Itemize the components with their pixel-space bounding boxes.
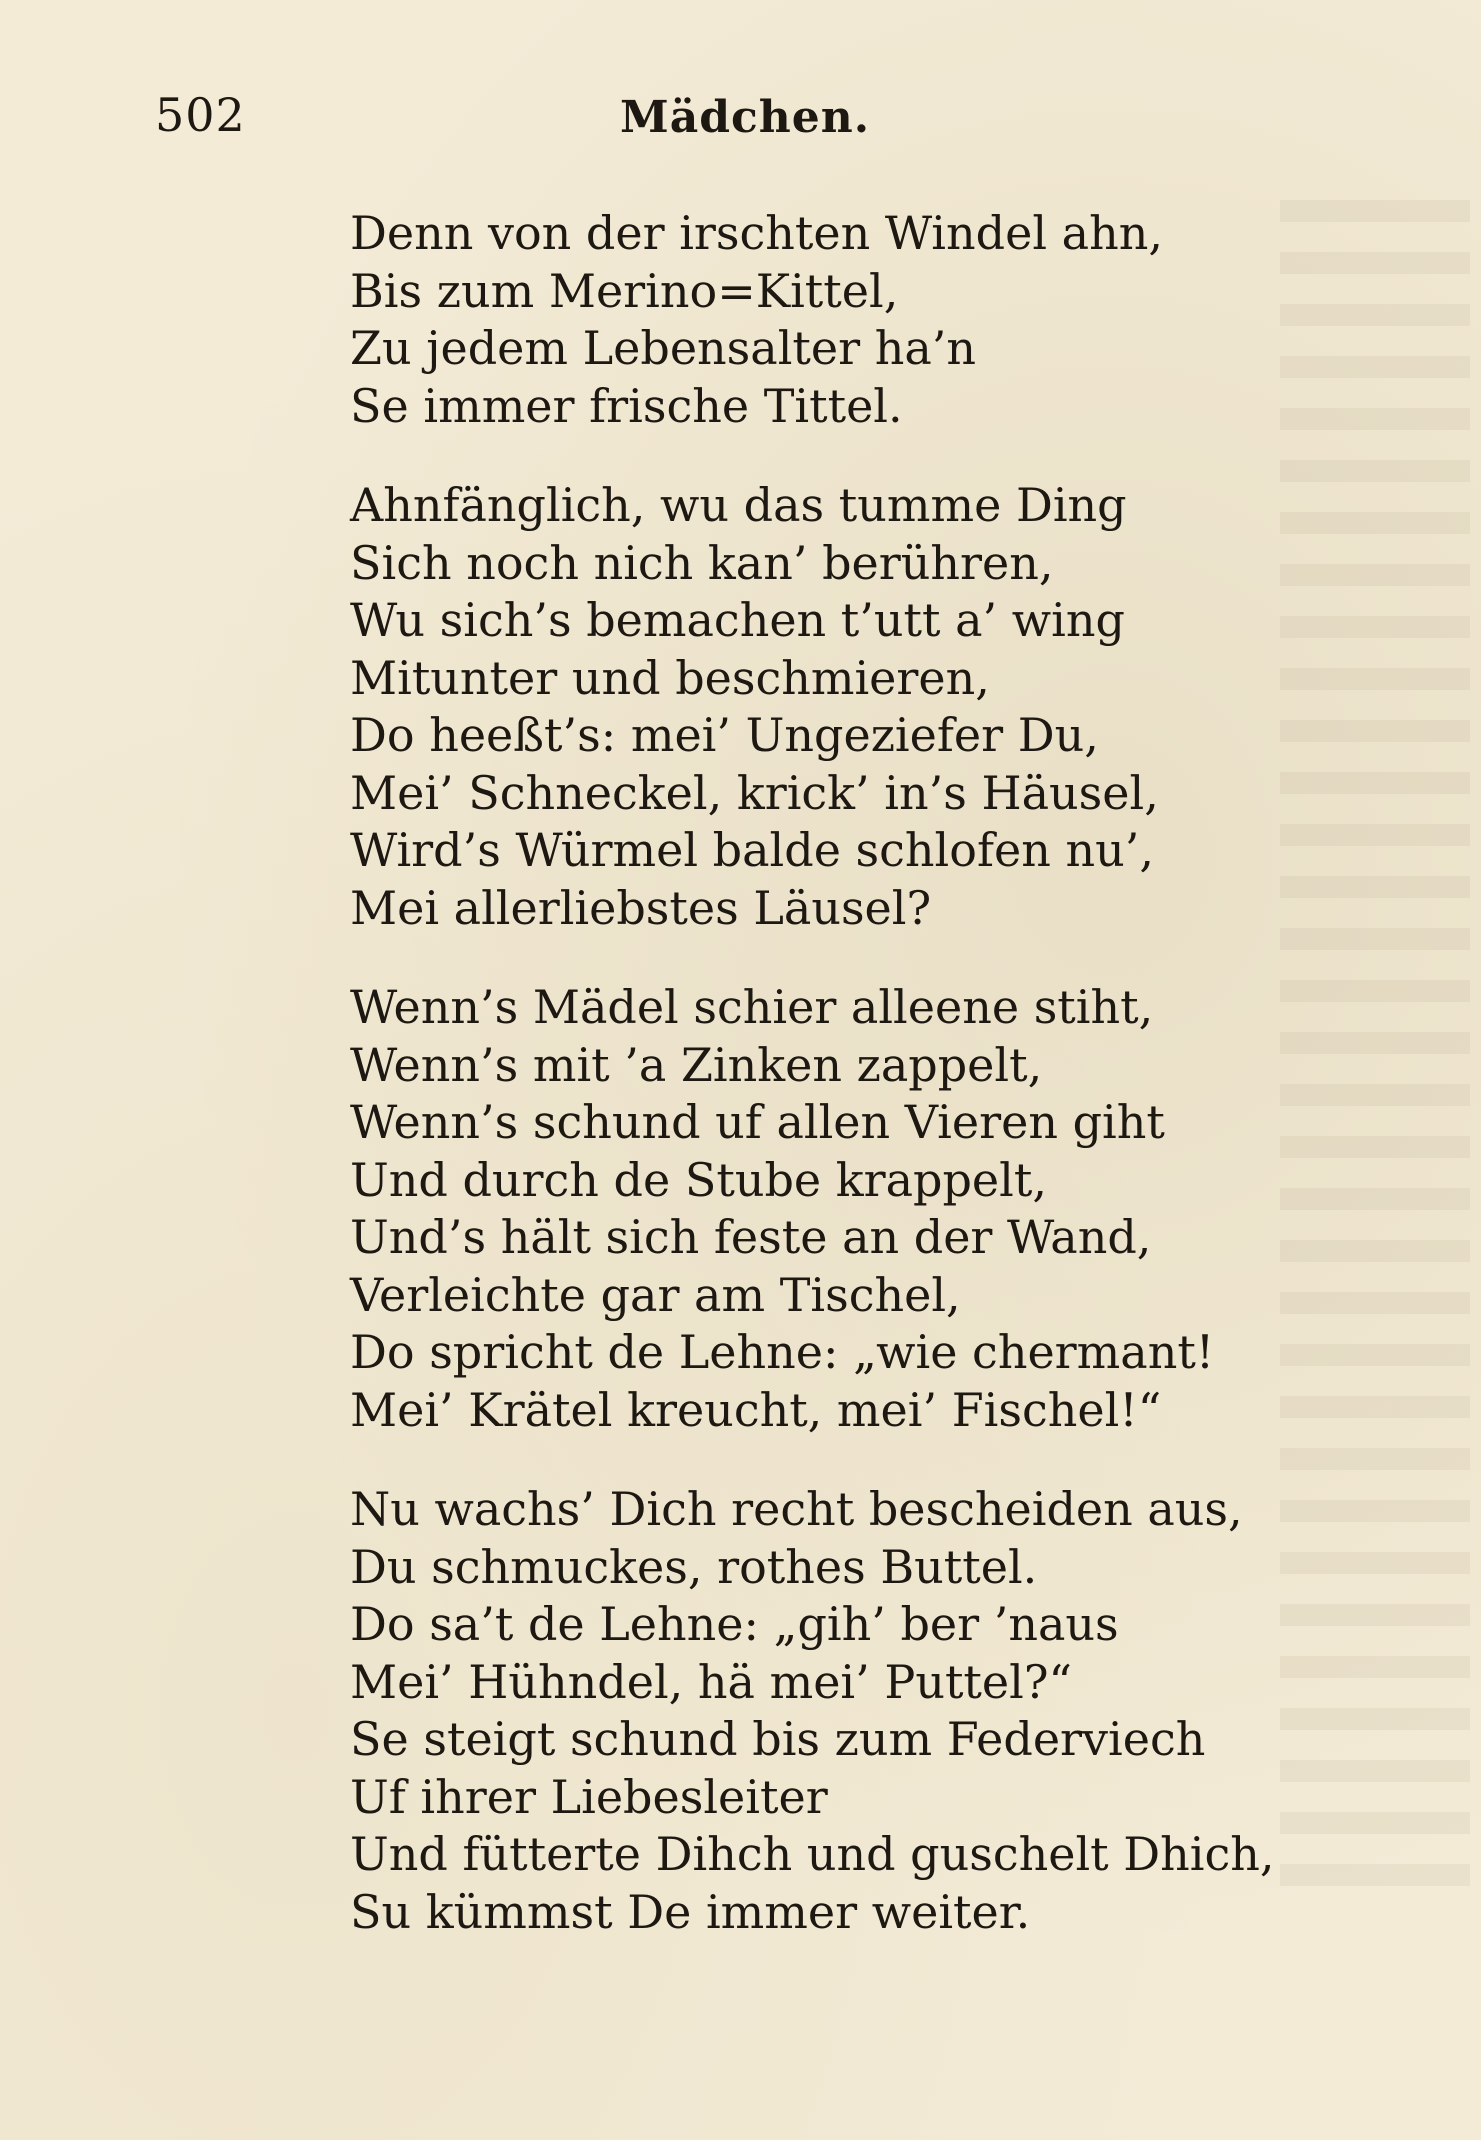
verse-line: Mei allerliebstes Läusel? <box>350 880 932 935</box>
verse-line: Du schmuckes, rothes Buttel. <box>350 1539 1038 1594</box>
verse-line: Se steigt schund bis zum Federviech <box>350 1712 1206 1766</box>
verse-line: Bis zum Merino=Kittel, <box>350 263 899 318</box>
page-number: 502 <box>155 88 246 142</box>
stanza-2 <box>350 477 1230 937</box>
verse-line: Mei’ Krätel kreucht, mei’ Fischel!“ <box>350 1382 1162 1437</box>
stanza-3 <box>350 979 1230 1439</box>
verse-line: Se immer frische Tittel. <box>350 378 903 433</box>
verse-line: Und fütterte Dihch und guschelt Dhich, <box>350 1827 1275 1881</box>
verse-line: Uf ihrer Liebesleiter <box>350 1769 828 1824</box>
bleed-through-texture <box>1280 200 1470 1900</box>
verse-line: Denn von der irschten Windel ahn, <box>350 206 1163 260</box>
verse-line: Und’s hält sich feste an der Wand, <box>350 1210 1152 1264</box>
verse-line: Do spricht de Lehne: „wie chermant! <box>350 1325 1215 1379</box>
verse-line: Nu wachs’ Dich recht bescheiden aus, <box>350 1482 1243 1536</box>
running-head: Mädchen. <box>620 92 871 143</box>
verse-line: Wenn’s schund uf allen Vieren giht <box>350 1095 1165 1149</box>
verse-line: Wu sich’s bemachen t’utt a’ wing <box>350 593 1125 647</box>
verse-line: Verleichte gar am Tischel, <box>350 1267 961 1322</box>
poem <box>350 205 1275 1983</box>
verse-line: Zu jedem Lebensalter ha’n <box>350 321 977 375</box>
verse-line: Wenn’s mit ’a Zinken zappelt, <box>350 1037 1043 1092</box>
verse-line: Wird’s Würmel balde schlofen nu’, <box>350 823 1154 877</box>
stanza-1 <box>350 205 1230 435</box>
verse-line: Mei’ Hühndel, hä mei’ Puttel?“ <box>350 1654 1073 1709</box>
verse-line: Und durch de Stube krappelt, <box>350 1152 1047 1207</box>
verse-line: Ahnfänglich, wu das tumme Ding <box>350 478 1127 532</box>
verse-line: Su kümmst De immer weiter. <box>350 1884 1031 1939</box>
verse-line: Mei’ Schneckel, krick’ in’s Häusel, <box>350 765 1159 820</box>
verse-line: Mitunter und beschmieren, <box>350 650 990 705</box>
verse-line: Sich noch nich kan’ berühren, <box>350 535 1054 590</box>
verse-line: Wenn’s Mädel schier alleene stiht, <box>350 980 1154 1034</box>
verse-line: Do sa’t de Lehne: „gih’ ber ’naus <box>350 1597 1119 1651</box>
verse-line: Do heeßt’s: mei’ Ungeziefer Du, <box>350 708 1099 762</box>
stanza-4 <box>350 1481 1275 1941</box>
